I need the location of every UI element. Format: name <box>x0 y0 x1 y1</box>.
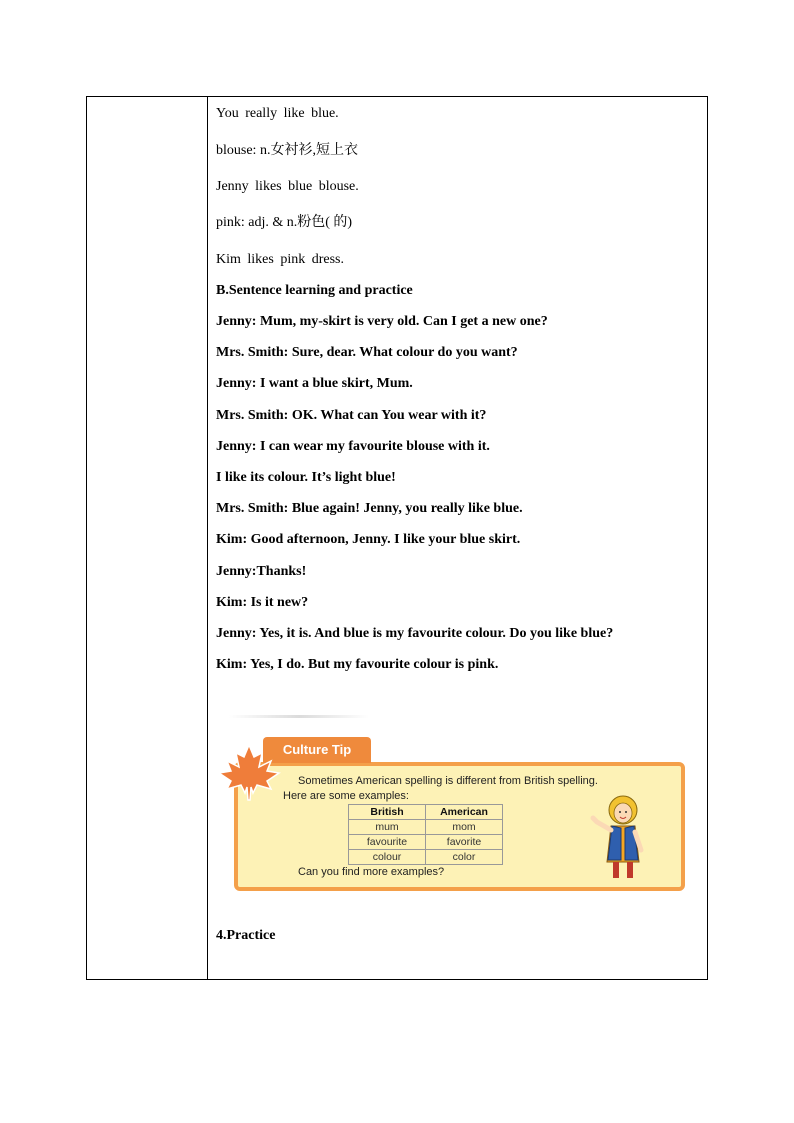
vocab-line: blouse: n.女衬衫,短上衣 <box>216 143 358 158</box>
dialogue-line: Jenny: Yes, it is. And blue is my favourite colour. Do you like blue? <box>216 626 614 641</box>
scan-smudge <box>229 715 369 718</box>
maple-leaf-icon <box>217 743 281 801</box>
column-header: American <box>426 805 503 820</box>
culture-tip-figure <box>215 710 690 898</box>
dialogue-line: Jenny: I want a blue skirt, Mum. <box>216 376 413 391</box>
tip-question: Can you find more examples? <box>298 866 445 878</box>
section-heading: 4.Practice <box>216 928 276 943</box>
column-header: British <box>349 805 426 820</box>
culture-tip-title: Culture Tip <box>263 737 371 763</box>
text-line: Jenny likes blue blouse. <box>216 179 359 194</box>
section-heading: B.Sentence learning and practice <box>216 283 413 298</box>
dialogue-line: Kim: Good afternoon, Jenny. I like your blue skirt. <box>216 532 521 547</box>
table-row <box>349 835 503 850</box>
text-line: You really like blue. <box>216 106 339 121</box>
table-row <box>349 850 503 865</box>
vocab-line: pink: adj. & n.粉色( 的) <box>216 215 353 230</box>
tip-intro-line: Here are some examples: <box>283 790 409 802</box>
dialogue-line: Mrs. Smith: Blue again! Jenny, you really like blue. <box>216 501 523 516</box>
girl-illustration <box>583 792 655 882</box>
tip-intro-line: Sometimes American spelling is different from British spelling. <box>298 775 598 787</box>
dialogue-line: Jenny: Mum, my-skirt is very old. Can I get a new one? <box>216 314 548 329</box>
dialogue-line: Jenny: I can wear my favourite blouse with it. <box>216 439 490 454</box>
dialogue-line: Kim: Yes, I do. But my favourite colour is pink. <box>216 657 499 672</box>
dialogue-line: Mrs. Smith: OK. What can You wear with it? <box>216 408 487 423</box>
dialogue-line: Kim: Is it new? <box>216 595 309 610</box>
table-cell: colour <box>349 850 426 865</box>
dialogue-line: Mrs. Smith: Sure, dear. What colour do you want? <box>216 345 518 360</box>
text-line: Kim likes pink dress. <box>216 252 344 267</box>
table-cell: mom <box>426 820 503 835</box>
dialogue-line: Jenny:Thanks! <box>216 564 307 579</box>
table-cell: mum <box>349 820 426 835</box>
table-cell: color <box>426 850 503 865</box>
table-cell: favourite <box>349 835 426 850</box>
dialogue-line: I like its colour. It’s light blue! <box>216 470 396 485</box>
column-divider <box>207 97 208 979</box>
table-header-row <box>349 805 503 820</box>
spelling-table <box>348 804 503 865</box>
table-row <box>349 820 503 835</box>
table-cell: favorite <box>426 835 503 850</box>
